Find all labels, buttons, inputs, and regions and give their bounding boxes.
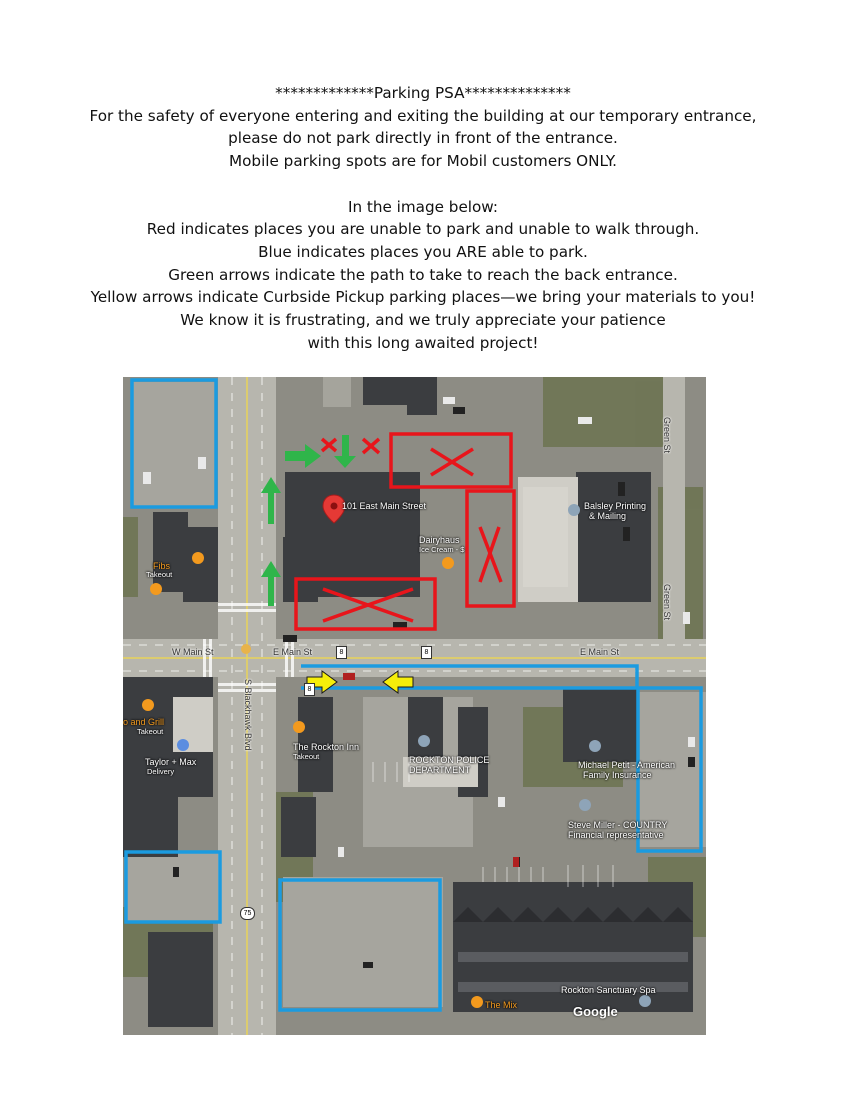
psa-text-block bbox=[0, 82, 846, 354]
street-label-e-main-west: E Main St bbox=[273, 647, 313, 657]
legend-blue: Blue indicates places you ARE able to park. bbox=[258, 242, 588, 261]
balsley-sublabel: & Mailing bbox=[589, 511, 627, 521]
closing-line-1: We know it is frustrating, and we truly appreciate your patience bbox=[180, 311, 666, 330]
grill-label: o and Grill bbox=[123, 717, 165, 727]
spa-label: Rockton Sanctuary Spa bbox=[561, 985, 656, 995]
the-mix-marker-icon bbox=[471, 996, 483, 1008]
petit-label: Michael Petit - American bbox=[578, 760, 676, 770]
google-logo: Google bbox=[573, 1004, 618, 1019]
miller-label: Steve Miller - COUNTRY bbox=[568, 820, 668, 830]
street-label-green-st-south: Green St bbox=[662, 584, 672, 621]
satellite-map bbox=[123, 377, 706, 1035]
route-shield-8a: 8 bbox=[336, 646, 347, 659]
rockton-inn-marker-icon bbox=[293, 721, 305, 733]
closing-line-2: with this long awaited project! bbox=[307, 333, 539, 352]
traffic-signal-icon bbox=[241, 644, 251, 654]
route-shield-75: 75 bbox=[240, 907, 255, 920]
taylor-max-label: Taylor + Max bbox=[145, 757, 197, 767]
route-shield-8b: 8 bbox=[421, 646, 432, 659]
street-label-e-main-east: E Main St bbox=[580, 647, 620, 657]
taylor-max-sublabel: Delivery bbox=[147, 767, 175, 776]
intro-line-1: For the safety of everyone entering and exiting the building at our temporary entrance, bbox=[89, 106, 757, 125]
legend-heading: In the image below: bbox=[347, 197, 499, 216]
the-mix-label: The Mix bbox=[485, 1000, 518, 1010]
map-graphic bbox=[123, 377, 706, 1035]
fibs-marker-icon bbox=[150, 583, 162, 595]
balsley-marker-icon bbox=[568, 504, 580, 516]
street-label-blackhawk: S Blackhawk Blvd bbox=[243, 679, 253, 751]
petit-marker-icon bbox=[589, 740, 601, 752]
legend-red: Red indicates places you are unable to park and unable to walk through. bbox=[146, 220, 700, 239]
petit-sublabel: Family Insurance bbox=[583, 770, 652, 780]
grill-sublabel: Takeout bbox=[137, 727, 164, 736]
legend-yellow: Yellow arrows indicate Curbside Pickup parking places—we bring your materials to you! bbox=[90, 288, 756, 307]
legend-green: Green arrows indicate the path to take to reach the back entrance. bbox=[168, 265, 678, 284]
grill-marker-icon bbox=[142, 699, 154, 711]
route-shield-8c: 8 bbox=[304, 683, 315, 696]
dairyhaus-marker-icon bbox=[442, 557, 454, 569]
intro-line-2: please do not park directly in front of the entrance. bbox=[228, 129, 618, 148]
spa-marker-icon bbox=[639, 995, 651, 1007]
street-label-w-main: W Main St bbox=[172, 647, 214, 657]
psa-title: *************Parking PSA************** bbox=[275, 84, 571, 102]
fibs-sublabel: Takeout bbox=[146, 570, 173, 579]
fibs-shopping-marker-icon bbox=[192, 552, 204, 564]
miller-sublabel: Financial representative bbox=[568, 830, 664, 840]
police-label: ROCKTON POLICE bbox=[409, 755, 490, 765]
rockton-inn-label: The Rockton Inn bbox=[293, 742, 360, 752]
police-sublabel: DEPARTMENT bbox=[409, 765, 471, 775]
address-label: 101 East Main Street bbox=[342, 501, 427, 511]
dairyhaus-sublabel: Ice Cream - $ bbox=[419, 545, 465, 554]
rockton-inn-sublabel: Takeout bbox=[293, 752, 320, 761]
taylor-max-marker-icon bbox=[177, 739, 189, 751]
intro-line-3: Mobile parking spots are for Mobil customers ONLY. bbox=[229, 152, 617, 171]
dairyhaus-label: Dairyhaus bbox=[419, 535, 460, 545]
fibs-label: Fibs bbox=[153, 561, 171, 571]
miller-marker-icon bbox=[579, 799, 591, 811]
balsley-label: Balsley Printing bbox=[584, 501, 647, 511]
street-label-green-st-north: Green St bbox=[662, 417, 672, 454]
police-marker-icon bbox=[418, 735, 430, 747]
